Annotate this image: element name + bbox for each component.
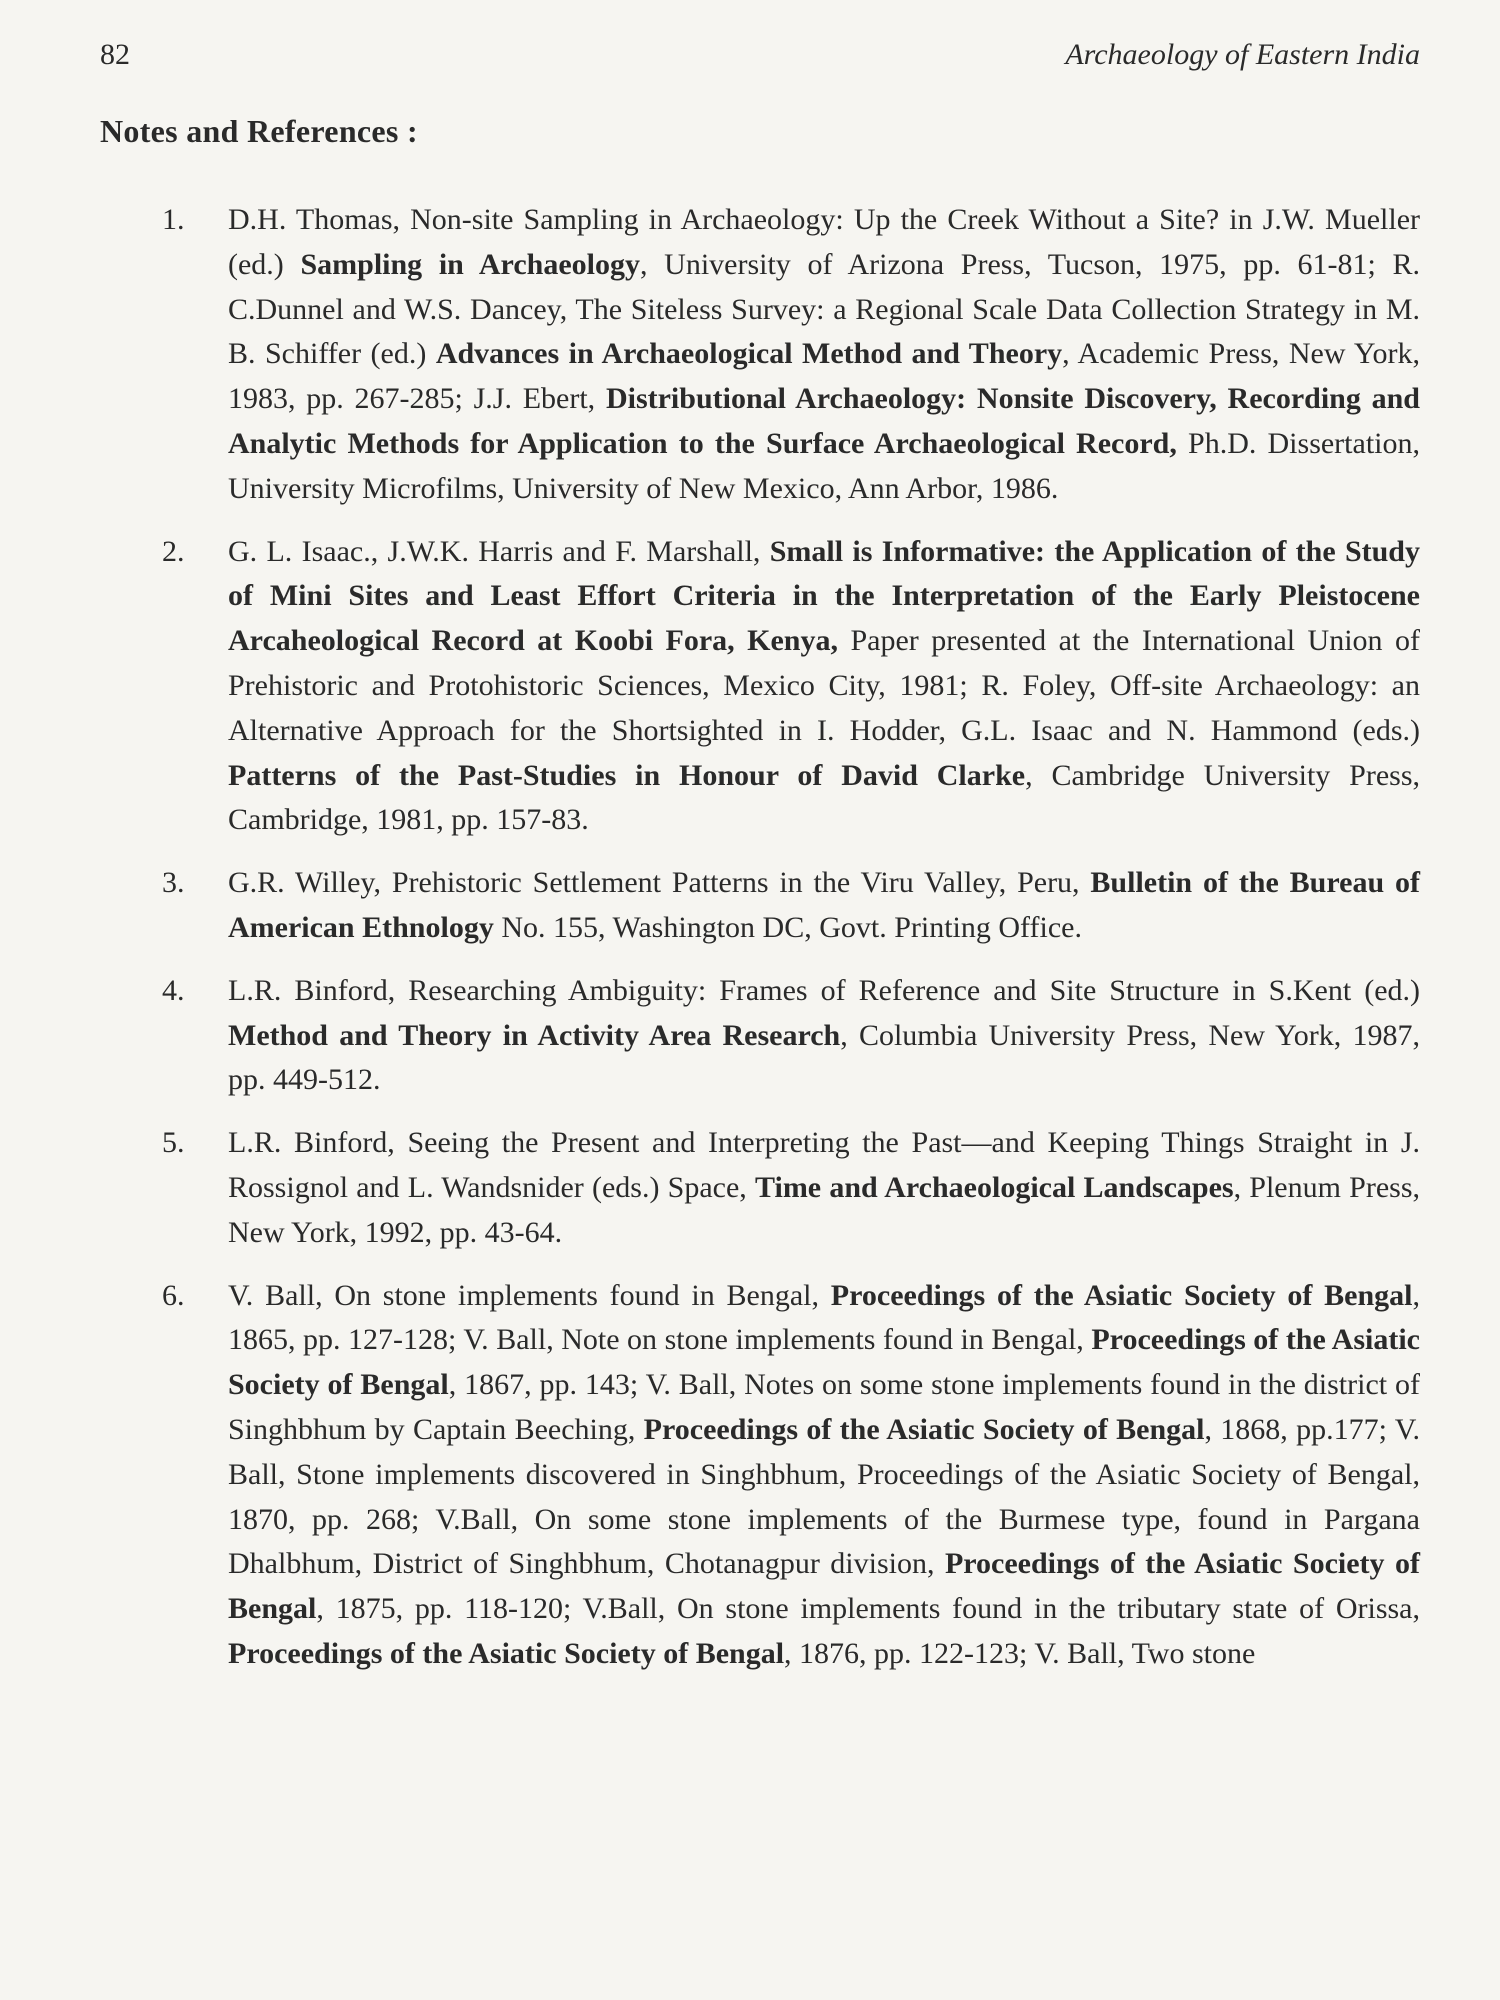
note-text: G. L. Isaac., J.W.K. Harris and F. Marshall, [228, 534, 770, 568]
note-title-bold: Small is Informative: the Application of the Study of Mini Sites and Least Effort Criteria in the Interpretation of the Early Pleistocene Arcaheological Record at Koobi Fora, Kenya, [228, 534, 1420, 658]
note-item [162, 198, 1420, 512]
notes-list [162, 198, 1420, 1695]
note-item [162, 969, 1420, 1103]
note-text: G.R. Willey, Prehistoric Settlement Patterns in the Viru Valley, Peru, [228, 866, 1091, 900]
note-title-bold: Proceedings of the Asiatic Society of Bengal [643, 1412, 1205, 1446]
note-number: 6. [162, 1278, 185, 1312]
note-text: L.R. Binford, Researching Ambiguity: Frames of Reference and Site Structure in S.Kent (ed.) [228, 973, 1420, 1007]
note-number: 4. [162, 973, 185, 1007]
note-number: 1. [162, 203, 185, 236]
note-title-bold: Proceedings of the Asiatic Society of Bengal [228, 1323, 1420, 1402]
note-title-bold: Advances in Archaeological Method and Theory [435, 337, 1063, 371]
note-text: Paper presented at the International Union of Prehistoric and Protohistoric Sciences, Mexico City, 1981; R. Foley, Off-site Archaeology: an Alternative Approach for the Shortsighted in I. Hodder, G.L. Isaac and N. Hammond (eds.) [228, 624, 1420, 747]
note-title-bold: Sampling in Archaeology [300, 247, 640, 281]
note-text: , 1875, pp. 118-120; V.Ball, On stone implements found in the tributary state of Orissa, [316, 1592, 1420, 1626]
note-text: , Cambridge University Press, Cambridge, 1981, pp. 157-83. [228, 758, 1420, 837]
note-title-bold: Proceedings of the Asiatic Society of Bengal [228, 1547, 1420, 1626]
page-number: 82 [100, 38, 130, 71]
note-text: , 1865, pp. 127-128; V. Ball, Note on stone implements found in Bengal, [228, 1278, 1420, 1357]
note-text: Ph.D. Dissertation, University Microfilms, University of New Mexico, Ann Arbor, 1986. [228, 426, 1420, 505]
note-title-bold: Patterns of the Past-Studies in Honour of David Clarke [228, 758, 1026, 792]
note-text: D.H. Thomas, Non-site Sampling in Archaeology: Up the Creek Without a Site? in J.W. Mueller (ed.) [228, 203, 1420, 281]
note-text: , Plenum Press, New York, 1992, pp. 43-64. [228, 1170, 1420, 1249]
note-text: V. Ball, On stone implements found in Bengal, [228, 1278, 831, 1312]
book-title: Archaeology of Eastern India [1065, 38, 1420, 71]
note-text: , Columbia University Press, New York, 1987, pp. 449-512. [228, 1018, 1420, 1097]
note-item [162, 861, 1420, 951]
note-text: , University of Arizona Press, Tucson, 1975, pp. 61-81; R. C.Dunnel and W.S. Dancey, The Siteless Survey: a Regional Scale Data Collection Strategy in M. B. Schiffer (ed.) [228, 247, 1421, 371]
note-title-bold: Proceedings of the Asiatic Society of Bengal [228, 1636, 785, 1670]
note-title-bold: Proceedings of the Asiatic Society of Bengal [830, 1278, 1413, 1312]
note-number: 3. [162, 866, 185, 900]
note-text: , Academic Press, New York, 1983, pp. 267-285; J.J. Ebert, [228, 337, 1421, 416]
note-item [162, 1121, 1420, 1255]
note-title-bold: Bulletin of the Bureau of American Ethnology [228, 866, 1420, 944]
note-text: L.R. Binford, Seeing the Present and Interpreting the Past—and Keeping Things Straight in J. Rossignol and L. Wandsnider (eds.) Space, [228, 1126, 1420, 1204]
note-number: 5. [162, 1126, 185, 1160]
note-text: No. 155, Washington DC, Govt. Printing Office. [493, 910, 1082, 944]
note-title-bold: Distributional Archaeology: Nonsite Discovery, Recording and Analytic Methods for Application to the Surface Archaeological Record, [228, 382, 1420, 460]
note-number: 2. [162, 534, 185, 568]
note-text: , 1867, pp. 143; V. Ball, Notes on some stone implements found in the district of Singhbhum by Captain Beeching, [228, 1368, 1420, 1446]
note-title-bold: Method and Theory in Activity Area Research [228, 1018, 841, 1052]
section-title: Notes and References : [100, 113, 418, 149]
note-item [162, 1274, 1420, 1677]
note-text: , 1876, pp. 122-123; V. Ball, Two stone [784, 1636, 1256, 1670]
note-title-bold: Time and Archaeological Landscapes [755, 1170, 1234, 1204]
running-head [100, 38, 1420, 78]
note-item [162, 530, 1420, 844]
note-text: , 1868, pp.177; V. Ball, Stone implements discovered in Singhbhum, Proceedings of the Asiatic Society of Bengal, 1870, pp. 268; V.Ball, On some stone implements of the Burmese type, found in Pargana Dhalbhum, District of Singhbhum, Chotanagpur division, [228, 1412, 1420, 1581]
